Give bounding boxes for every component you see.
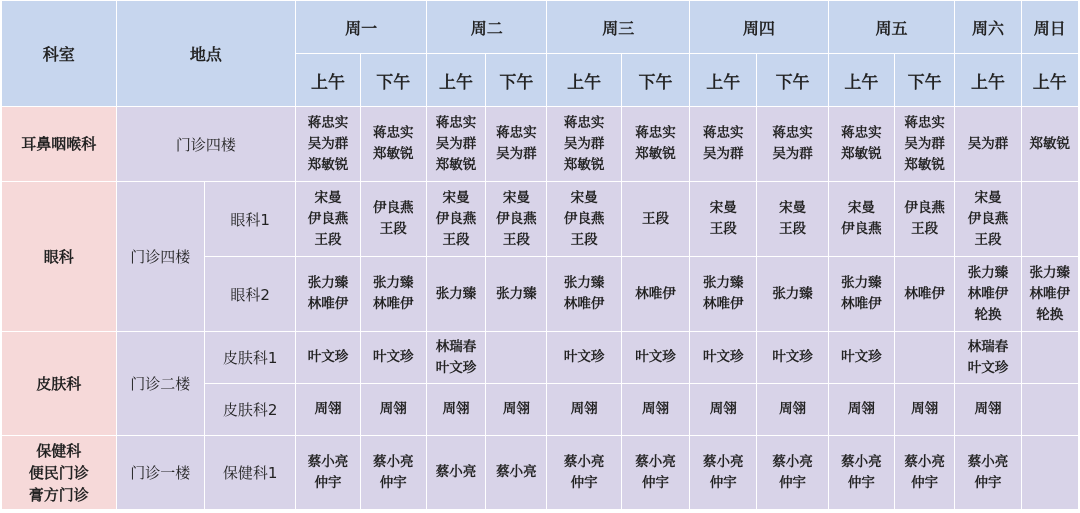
- schedule-cell: [1021, 182, 1078, 257]
- doctor-name: 叶文珍: [563, 349, 605, 365]
- doctor-name: 周翎: [641, 401, 669, 417]
- doctor-name: 宋曼: [709, 200, 737, 216]
- pm-header: 下午: [757, 54, 828, 107]
- schedule-cell: [1021, 384, 1078, 436]
- doctor-name: 叶文珍: [373, 349, 414, 365]
- schedule-cell: [296, 436, 360, 510]
- schedule-cell: [690, 107, 757, 182]
- schedule-cell: [757, 182, 828, 257]
- schedule-cell: [955, 107, 1021, 182]
- header-row-days: [2, 1, 1079, 54]
- doctor-name: 伊良燕: [307, 210, 349, 227]
- day-header-mon: 周一: [296, 1, 427, 54]
- day-header-thu: 周四: [690, 1, 829, 54]
- dept-health-line: 保健科: [36, 441, 82, 460]
- subdept-eye-2: 眼科2: [204, 257, 295, 332]
- doctor-name: 王段: [974, 231, 1002, 248]
- doctor-name: 宋曼: [442, 189, 470, 206]
- schedule-cell: [955, 384, 1021, 436]
- doctor-name: 宋曼: [779, 200, 807, 216]
- doctor-name: 郑敏锐: [1029, 135, 1071, 152]
- doctor-name: 吴为群: [435, 135, 477, 152]
- schedule-cell: [360, 107, 426, 182]
- schedule-row-health: [2, 436, 1079, 510]
- doctor-name: 林唯伊: [703, 296, 744, 312]
- doctor-name: 郑敏锐: [841, 146, 882, 162]
- doctor-name: 林唯伊: [373, 296, 414, 312]
- schedule-cell: [547, 107, 621, 182]
- doctor-name: 仲宇: [641, 474, 669, 491]
- doctor-name: 蒋忠实: [435, 114, 477, 131]
- schedule-cell: [360, 182, 426, 257]
- schedule-cell: [690, 332, 757, 384]
- doctor-name: 蒋忠实: [703, 125, 744, 141]
- schedule-cell: [426, 384, 485, 436]
- doctor-name: 周翎: [314, 401, 342, 417]
- schedule-row-ent: [2, 107, 1079, 182]
- schedule-cell: [757, 384, 828, 436]
- doctor-name: 蔡小亮: [435, 464, 477, 480]
- doctor-name: 张力臻: [703, 275, 744, 291]
- doctor-name: 轮换: [1036, 306, 1064, 323]
- doctor-name: 叶文珍: [967, 359, 1009, 376]
- doctor-name: 吴为群: [496, 146, 537, 162]
- doctor-name: 林唯伊: [904, 285, 945, 302]
- doctor-name: 林唯伊: [307, 296, 349, 312]
- dept-eye: 眼科: [2, 182, 117, 332]
- doctor-name: 蒋忠实: [563, 114, 605, 131]
- doctor-name: 宋曼: [847, 200, 875, 216]
- schedule-cell: [360, 436, 426, 510]
- doctor-name: 吴为群: [967, 135, 1009, 152]
- doctor-name: 宋曼: [974, 189, 1002, 206]
- doctor-name: 吴为群: [904, 135, 945, 152]
- schedule-cell: [360, 384, 426, 436]
- doctor-name: 郑敏锐: [904, 156, 945, 173]
- am-header: 上午: [955, 54, 1021, 107]
- schedule-cell: [621, 332, 689, 384]
- schedule-cell: [690, 182, 757, 257]
- doctor-name: 吴为群: [307, 135, 349, 152]
- schedule-cell: [621, 182, 689, 257]
- doctor-name: 周翎: [709, 401, 737, 417]
- doctor-name: 张力臻: [307, 275, 349, 291]
- schedule-cell: [895, 436, 955, 510]
- schedule-cell: [360, 332, 426, 384]
- schedule-cell: [1021, 332, 1078, 384]
- subdept-health-1: 保健科1: [204, 436, 295, 510]
- doctor-name: 蔡小亮: [496, 464, 537, 480]
- doctor-name: 张力臻: [1029, 264, 1071, 281]
- schedule-cell: [296, 332, 360, 384]
- schedule-cell: [955, 332, 1021, 384]
- doctor-name: 周翎: [502, 401, 530, 417]
- doctor-name: 蔡小亮: [967, 453, 1009, 470]
- doctor-name: 王段: [641, 210, 669, 227]
- doctor-name: 郑敏锐: [635, 146, 676, 162]
- schedule-cell: [828, 332, 894, 384]
- dept-derm: 皮肤科: [2, 332, 117, 436]
- schedule-cell: [955, 182, 1021, 257]
- doctor-name: 伊良燕: [373, 200, 414, 216]
- schedule-cell: [895, 182, 955, 257]
- schedule-cell: [621, 107, 689, 182]
- doctor-name: 王段: [314, 231, 342, 248]
- schedule-cell: [296, 257, 360, 332]
- doctor-name: 郑敏锐: [373, 146, 414, 162]
- doctor-name: 叶文珍: [307, 349, 349, 365]
- doctor-name: 林瑞春: [435, 338, 477, 355]
- doctor-name: 林唯伊: [841, 296, 882, 312]
- schedule-cell: [621, 384, 689, 436]
- schedule-row-eye-1: [2, 182, 1079, 257]
- pm-header: 下午: [360, 54, 426, 107]
- schedule-cell: [547, 436, 621, 510]
- schedule-cell: [547, 384, 621, 436]
- schedule-cell: [621, 436, 689, 510]
- doctor-name: 吴为群: [563, 135, 605, 152]
- doctor-name: 叶文珍: [435, 359, 477, 376]
- schedule-cell: [426, 332, 485, 384]
- am-header: 上午: [547, 54, 621, 107]
- doctor-name: 张力臻: [496, 285, 537, 302]
- doctor-name: 叶文珍: [841, 349, 882, 365]
- schedule-cell: [426, 182, 485, 257]
- schedule-cell: [547, 257, 621, 332]
- schedule-cell: [828, 182, 894, 257]
- doctor-name: 蒋忠实: [373, 125, 414, 141]
- doctor-name: 蒋忠实: [841, 125, 882, 141]
- doctor-name: 张力臻: [772, 285, 813, 302]
- doctor-name: 王段: [379, 221, 407, 237]
- doctor-name: 蔡小亮: [373, 453, 414, 470]
- clinic-schedule-table: [1, 0, 1079, 510]
- schedule-row-derm-1: [2, 332, 1079, 384]
- doctor-name: 王段: [779, 221, 807, 237]
- schedule-cell: [296, 182, 360, 257]
- location-ent: 门诊四楼: [116, 107, 296, 182]
- doctor-name: 蒋忠实: [635, 125, 676, 141]
- location-health: 门诊一楼: [116, 436, 204, 510]
- schedule-cell: [828, 257, 894, 332]
- day-header-tue: 周二: [426, 1, 547, 54]
- doctor-name: 蔡小亮: [563, 453, 605, 470]
- doctor-name: 吴为群: [703, 146, 744, 162]
- pm-header: 下午: [486, 54, 547, 107]
- schedule-cell: [895, 384, 955, 436]
- doctor-name: 张力臻: [373, 275, 414, 291]
- schedule-cell: [757, 257, 828, 332]
- doctor-name: 张力臻: [563, 275, 605, 291]
- day-header-sun: 周日: [1021, 1, 1078, 54]
- schedule-cell: [426, 436, 485, 510]
- dept-ent: 耳鼻咽喉科: [2, 107, 117, 182]
- schedule-cell: [486, 384, 547, 436]
- doctor-name: 伊良燕: [841, 221, 882, 237]
- pm-header: 下午: [621, 54, 689, 107]
- doctor-name: 伊良燕: [904, 200, 945, 216]
- pm-header: 下午: [895, 54, 955, 107]
- dept-health-line: 膏方门诊: [28, 485, 89, 504]
- schedule-cell: [486, 436, 547, 510]
- doctor-name: 林唯伊: [1029, 285, 1071, 302]
- schedule-cell: [486, 107, 547, 182]
- doctor-name: 轮换: [974, 306, 1002, 323]
- doctor-name: 仲宇: [847, 474, 875, 491]
- schedule-cell: [360, 257, 426, 332]
- doctor-name: 蔡小亮: [635, 453, 676, 470]
- doctor-name: 张力臻: [435, 285, 477, 302]
- doctor-name: 林唯伊: [563, 296, 605, 312]
- dept-header: 科室: [2, 1, 117, 107]
- doctor-name: 王段: [502, 231, 530, 248]
- day-header-sat: 周六: [955, 1, 1021, 54]
- schedule-cell: [828, 384, 894, 436]
- location-eye: 门诊四楼: [116, 182, 204, 332]
- doctor-name: 周翎: [974, 401, 1002, 417]
- doctor-name: 郑敏锐: [563, 156, 605, 173]
- schedule-cell: [486, 257, 547, 332]
- doctor-name: 林瑞春: [967, 338, 1009, 355]
- schedule-cell: [486, 332, 547, 384]
- schedule-cell: [547, 182, 621, 257]
- doctor-name: 蔡小亮: [841, 453, 882, 470]
- schedule-cell: [895, 332, 955, 384]
- doctor-name: 伊良燕: [435, 210, 477, 227]
- am-header: 上午: [690, 54, 757, 107]
- schedule-cell: [547, 332, 621, 384]
- dept-health: [2, 436, 117, 510]
- doctor-name: 王段: [570, 231, 598, 248]
- schedule-cell: [296, 107, 360, 182]
- doctor-name: 周翎: [379, 401, 407, 417]
- doctor-name: 仲宇: [314, 474, 342, 491]
- doctor-name: 周翎: [847, 401, 875, 417]
- schedule-cell: [621, 257, 689, 332]
- am-header: 上午: [426, 54, 485, 107]
- schedule-cell: [828, 107, 894, 182]
- subdept-eye-1: 眼科1: [204, 182, 295, 257]
- schedule-cell: [1021, 107, 1078, 182]
- doctor-name: 王段: [911, 221, 939, 237]
- doctor-name: 吴为群: [772, 146, 813, 162]
- doctor-name: 郑敏锐: [307, 156, 349, 173]
- doctor-name: 王段: [442, 231, 470, 248]
- doctor-name: 周翎: [779, 401, 807, 417]
- schedule-cell: [955, 257, 1021, 332]
- doctor-name: 周翎: [570, 401, 598, 417]
- location-derm: 门诊二楼: [116, 332, 204, 436]
- doctor-name: 宋曼: [570, 189, 598, 206]
- doctor-name: 蒋忠实: [307, 114, 349, 131]
- doctor-name: 周翎: [911, 401, 939, 417]
- doctor-name: 宋曼: [314, 189, 342, 206]
- doctor-name: 蒋忠实: [904, 114, 945, 131]
- doctor-name: 仲宇: [911, 474, 939, 491]
- day-header-wed: 周三: [547, 1, 690, 54]
- schedule-cell: [690, 436, 757, 510]
- schedule-cell: [757, 436, 828, 510]
- doctor-name: 宋曼: [502, 189, 530, 206]
- doctor-name: 林唯伊: [635, 285, 676, 302]
- doctor-name: 张力臻: [967, 264, 1009, 281]
- doctor-name: 仲宇: [379, 474, 407, 491]
- subdept-derm-1: 皮肤科1: [204, 332, 295, 384]
- schedule-cell: [895, 257, 955, 332]
- schedule-cell: [426, 257, 485, 332]
- am-header: 上午: [1021, 54, 1078, 107]
- doctor-name: 伊良燕: [563, 210, 605, 227]
- doctor-name: 蔡小亮: [703, 453, 744, 470]
- schedule-cell: [426, 107, 485, 182]
- doctor-name: 仲宇: [709, 474, 737, 491]
- doctor-name: 伊良燕: [967, 210, 1009, 227]
- doctor-name: 郑敏锐: [435, 156, 477, 173]
- schedule-cell: [757, 107, 828, 182]
- doctor-name: 伊良燕: [496, 210, 537, 227]
- schedule-cell: [895, 107, 955, 182]
- schedule-cell: [486, 182, 547, 257]
- doctor-name: 叶文珍: [703, 349, 744, 365]
- schedule-cell: [828, 436, 894, 510]
- doctor-name: 张力臻: [841, 275, 882, 291]
- day-header-fri: 周五: [828, 1, 955, 54]
- schedule-cell: [296, 384, 360, 436]
- doctor-name: 蒋忠实: [496, 125, 537, 141]
- doctor-name: 仲宇: [779, 474, 807, 491]
- doctor-name: 叶文珍: [635, 349, 676, 365]
- doctor-name: 蒋忠实: [772, 125, 813, 141]
- doctor-name: 仲宇: [570, 474, 598, 491]
- subdept-derm-2: 皮肤科2: [204, 384, 295, 436]
- doctor-name: 周翎: [442, 401, 470, 417]
- dept-health-line: 便民门诊: [28, 463, 89, 482]
- doctor-name: 蔡小亮: [904, 453, 945, 470]
- doctor-name: 蔡小亮: [307, 453, 349, 470]
- location-header: 地点: [116, 1, 296, 107]
- doctor-name: 王段: [709, 221, 737, 237]
- schedule-cell: [955, 436, 1021, 510]
- doctor-name: 叶文珍: [772, 349, 813, 365]
- am-header: 上午: [296, 54, 360, 107]
- schedule-cell: [690, 257, 757, 332]
- schedule-cell: [1021, 257, 1078, 332]
- doctor-name: 蔡小亮: [772, 453, 813, 470]
- schedule-cell: [1021, 436, 1078, 510]
- doctor-name: 仲宇: [974, 474, 1002, 491]
- schedule-cell: [690, 384, 757, 436]
- schedule-cell: [757, 332, 828, 384]
- doctor-name: 林唯伊: [967, 285, 1009, 302]
- am-header: 上午: [828, 54, 894, 107]
